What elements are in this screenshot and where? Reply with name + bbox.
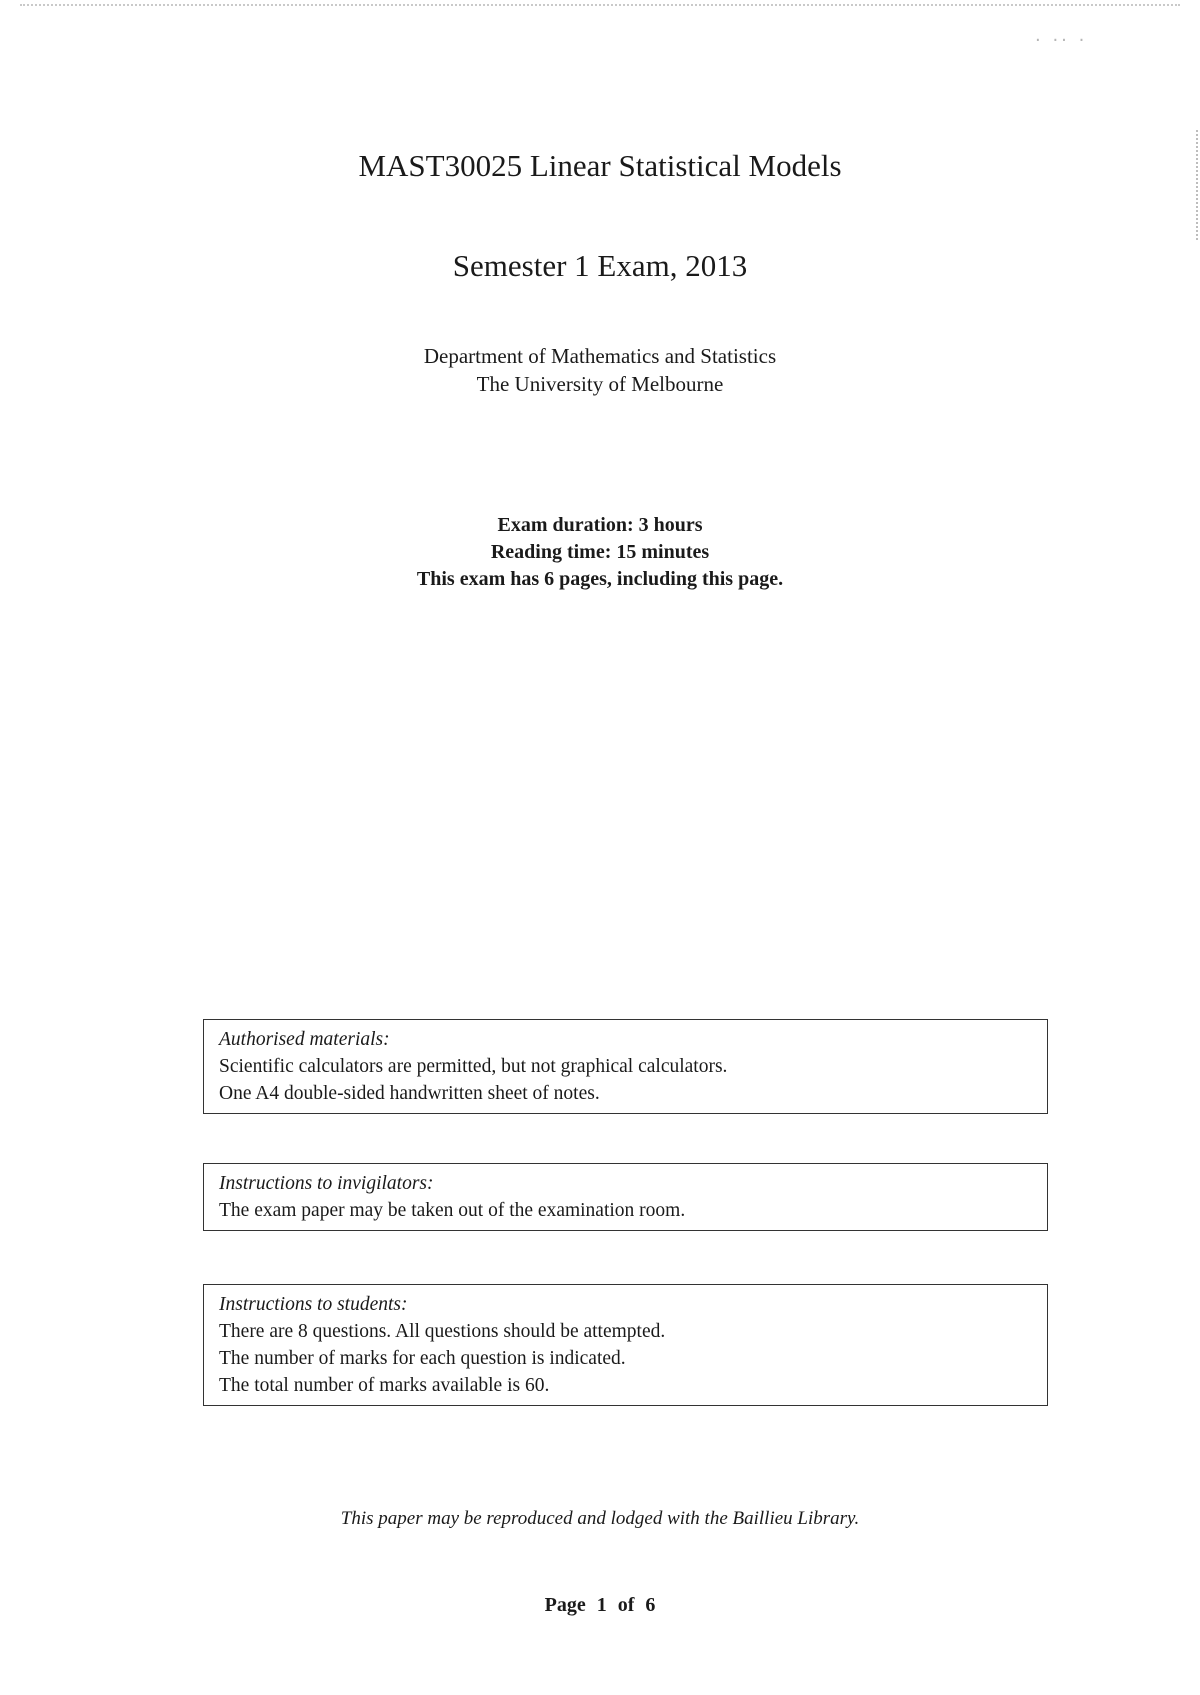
exam-info-block (0, 512, 1200, 593)
exam-title: Semester 1 Exam, 2013 (452, 248, 748, 283)
student-instructions-line: The total number of marks available is 60. (219, 1375, 550, 1396)
scan-mark: · ·· · (1035, 30, 1088, 51)
student-instructions-heading: Instructions to students: (219, 1294, 408, 1315)
page-count: This exam has 6 pages, including this page. (416, 568, 784, 590)
department-name: Department of Mathematics and Statistics (423, 344, 777, 368)
invigilator-instructions-heading: Instructions to invigilators: (219, 1173, 434, 1194)
exam-duration: Exam duration: 3 hours (497, 514, 703, 536)
invigilator-instructions-box (203, 1163, 1048, 1231)
authorised-materials-line: One A4 double-sided handwritten sheet of notes. (219, 1083, 600, 1104)
course-title: MAST30025 Linear Statistical Models (358, 148, 842, 183)
reading-time: Reading time: 15 minutes (490, 541, 710, 563)
student-instructions-box (203, 1284, 1048, 1406)
page-number: Page 1 of 6 (544, 1594, 656, 1616)
authorised-materials-box (203, 1019, 1048, 1114)
authorised-materials-heading: Authorised materials: (219, 1029, 390, 1050)
authorised-materials-line: Scientific calculators are permitted, but not graphical calculators. (219, 1056, 728, 1077)
student-instructions-line: The number of marks for each question is indicated. (219, 1348, 626, 1369)
department-block (0, 342, 1200, 398)
invigilator-instructions-line: The exam paper may be taken out of the examination room. (219, 1200, 686, 1221)
student-instructions-line: There are 8 questions. All questions should be attempted. (219, 1321, 666, 1342)
scan-edge-right (1196, 130, 1200, 240)
scan-noise-top (20, 4, 1180, 10)
university-name: The University of Melbourne (476, 372, 724, 396)
library-note: This paper may be reproduced and lodged with the Baillieu Library. (340, 1508, 860, 1529)
